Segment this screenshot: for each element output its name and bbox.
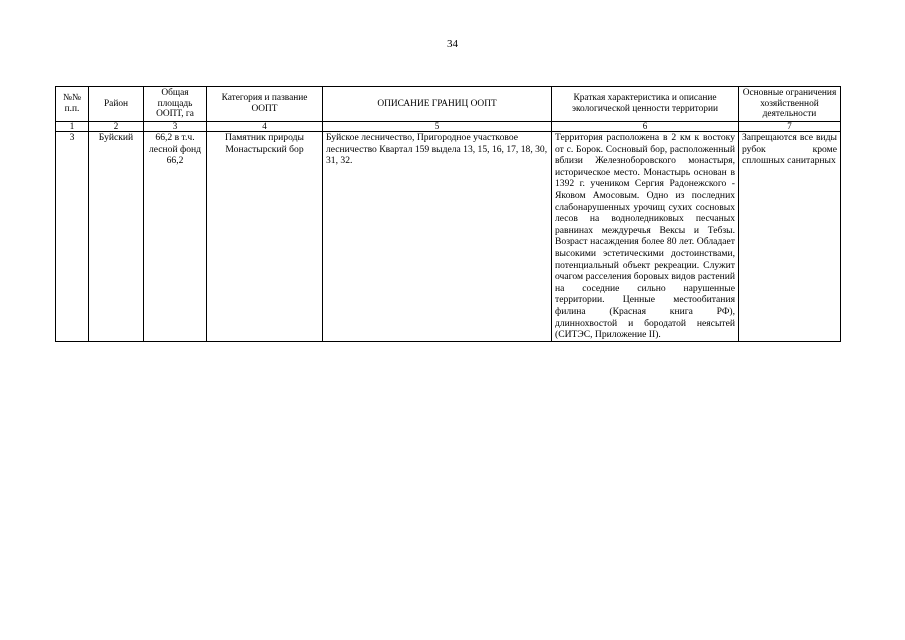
row-area: 66,2 в т.ч. лесной фонд 66,2 [144,132,207,342]
column-number: 2 [89,122,144,132]
header-district: Район [89,87,144,122]
table-row [56,132,841,342]
column-number: 6 [552,122,739,132]
header-restrictions: Основные ограничения хозяйственной деятельности [739,87,841,122]
column-number: 3 [144,122,207,132]
row-restrictions: Запрещаются все виды рубок кроме сплошных санитарных [739,132,841,342]
row-number: 3 [56,132,89,342]
page-number: 34 [447,38,458,50]
column-number: 4 [207,122,323,132]
column-number: 5 [323,122,552,132]
column-number: 7 [739,122,841,132]
row-description: Территория расположена в 2 км к востоку от с. Борок. Сосновый бор, расположенный вблизи Железноборовского монастыря, историческое место. Монастырь основан в 1392 г. учеником Сергия Радонежского - Яковом Амосовым. Одно из последних слабонарушенных урочищ сухих сосновых лесов на водноледниковых песчаных равнинах междуречья Вексы и Тебзы. Возраст насаждения более 80 лет. Обладает высокими эстетическими достоинствами, потенциальный объект рекреации. Служит очагом расселения боровых видов растений на соседние сильно нарушенные территории. Ценные местообитания филина (Красная книга РФ), длиннохвостой и бородатой неясытей (СИТЭС, Приложение II). [552,132,739,342]
column-number: 1 [56,122,89,132]
header-category: Категория и пазвание ООПТ [207,87,323,122]
row-district: Буйский [89,132,144,342]
row-boundaries: Буйское лесничество, Пригородное участковое лесничество Квартал 159 выдела 13, 15, 16, 17, 18, 30, 31, 32. [323,132,552,342]
header-number: №№ п.п. [56,87,89,122]
header-description: Краткая характеристика и описание экологической ценности территории [552,87,739,122]
column-number-row [56,122,841,132]
row-category: Памятник природы Монастырский бор [207,132,323,342]
header-row [56,87,841,122]
header-area: Общая площадь ООПТ, га [144,87,207,122]
header-boundaries: ОПИСАНИЕ ГРАНИЦ ООПТ [323,87,552,122]
oopt-table [55,86,841,342]
